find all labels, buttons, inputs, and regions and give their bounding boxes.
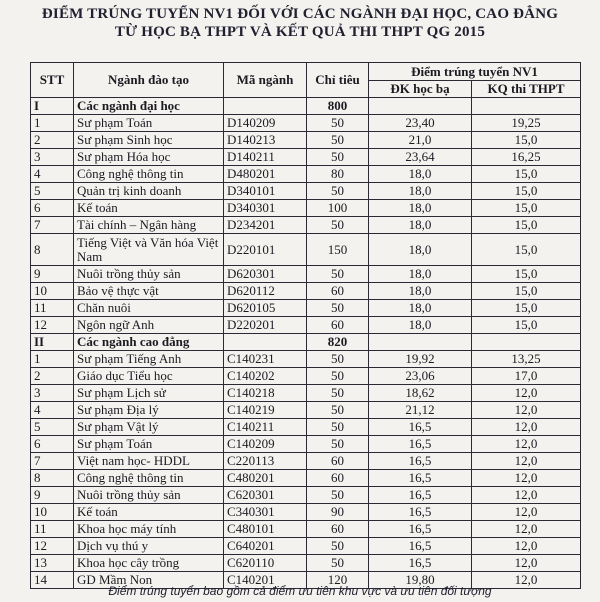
cell-chi-tieu: 80 bbox=[307, 166, 369, 183]
cell-ma-nganh: C140219 bbox=[224, 402, 307, 419]
cell-thpt: 12,0 bbox=[472, 538, 581, 555]
table-row bbox=[31, 419, 581, 436]
cell-nganh: Ngôn ngữ Anh bbox=[74, 317, 224, 334]
cell-ma-nganh: D620105 bbox=[224, 300, 307, 317]
table-row bbox=[31, 234, 581, 266]
cell-ma-nganh: D620301 bbox=[224, 266, 307, 283]
cell-stt: 8 bbox=[31, 470, 74, 487]
cell-chi-tieu: 120 bbox=[307, 572, 369, 589]
cell-ma-nganh: D340301 bbox=[224, 200, 307, 217]
cell-chi-tieu: 50 bbox=[307, 149, 369, 166]
table-row bbox=[31, 183, 581, 200]
cell-chi-tieu: 50 bbox=[307, 487, 369, 504]
section-row-cao-dang bbox=[31, 334, 581, 351]
cell-ma-nganh: C620301 bbox=[224, 487, 307, 504]
section-thpt bbox=[472, 98, 581, 115]
table-row bbox=[31, 217, 581, 234]
cell-stt: 13 bbox=[31, 555, 74, 572]
header-diem-trung-tuyen: Điểm trúng tuyển NV1 bbox=[369, 63, 581, 81]
cell-nganh: Công nghệ thông tin bbox=[74, 470, 224, 487]
cell-hoc-ba: 18,0 bbox=[369, 266, 472, 283]
cell-hoc-ba: 16,5 bbox=[369, 538, 472, 555]
cell-hoc-ba: 18,0 bbox=[369, 200, 472, 217]
cell-chi-tieu: 150 bbox=[307, 234, 369, 266]
cell-hoc-ba: 16,5 bbox=[369, 521, 472, 538]
cell-nganh: Nuôi trồng thủy sản bbox=[74, 487, 224, 504]
cell-nganh: Tài chính – Ngân hàng bbox=[74, 217, 224, 234]
cell-stt: 7 bbox=[31, 453, 74, 470]
cell-chi-tieu: 60 bbox=[307, 470, 369, 487]
cell-stt: 6 bbox=[31, 436, 74, 453]
cell-thpt: 15,0 bbox=[472, 217, 581, 234]
cell-ma-nganh: C140202 bbox=[224, 368, 307, 385]
table-row bbox=[31, 521, 581, 538]
cell-stt: 7 bbox=[31, 217, 74, 234]
table-row bbox=[31, 166, 581, 183]
cell-ma-nganh: D620112 bbox=[224, 283, 307, 300]
cell-chi-tieu: 50 bbox=[307, 115, 369, 132]
cell-nganh: Việt nam học- HDDL bbox=[74, 453, 224, 470]
table-row bbox=[31, 351, 581, 368]
cell-chi-tieu: 50 bbox=[307, 368, 369, 385]
cell-stt: 12 bbox=[31, 317, 74, 334]
cell-nganh: Giáo dục Tiểu học bbox=[74, 368, 224, 385]
cell-thpt: 15,0 bbox=[472, 183, 581, 200]
cell-nganh: Công nghệ thông tin bbox=[74, 166, 224, 183]
table-row bbox=[31, 555, 581, 572]
table-body bbox=[31, 98, 581, 589]
cell-nganh: Khoa học máy tính bbox=[74, 521, 224, 538]
cell-nganh: Sư phạm Tiếng Anh bbox=[74, 351, 224, 368]
cell-ma-nganh: D220101 bbox=[224, 234, 307, 266]
table-row bbox=[31, 200, 581, 217]
cell-ma-nganh: C480101 bbox=[224, 521, 307, 538]
cell-nganh: Nuôi trồng thủy sản bbox=[74, 266, 224, 283]
cell-stt: 8 bbox=[31, 234, 74, 266]
cell-chi-tieu: 50 bbox=[307, 351, 369, 368]
cell-hoc-ba: 16,5 bbox=[369, 453, 472, 470]
header-stt: STT bbox=[31, 63, 74, 98]
table-row bbox=[31, 470, 581, 487]
cell-chi-tieu: 50 bbox=[307, 300, 369, 317]
cell-ma-nganh: D340101 bbox=[224, 183, 307, 200]
title-line-1: ĐIỂM TRÚNG TUYỂN NV1 ĐỐI VỚI CÁC NGÀNH ĐẠI HỌC, CAO ĐẲNG bbox=[41, 6, 559, 22]
cell-stt: 2 bbox=[31, 132, 74, 149]
cell-stt: 6 bbox=[31, 200, 74, 217]
cell-thpt: 12,0 bbox=[472, 487, 581, 504]
cell-ma-nganh: C140211 bbox=[224, 419, 307, 436]
cell-thpt: 16,25 bbox=[472, 149, 581, 166]
cell-chi-tieu: 100 bbox=[307, 200, 369, 217]
cell-hoc-ba: 23,06 bbox=[369, 368, 472, 385]
cell-stt: 5 bbox=[31, 419, 74, 436]
section-hocba bbox=[369, 334, 472, 351]
section-stt: II bbox=[31, 334, 74, 351]
cell-chi-tieu: 50 bbox=[307, 183, 369, 200]
cell-thpt: 12,0 bbox=[472, 555, 581, 572]
cell-nganh: Kế toán bbox=[74, 200, 224, 217]
cell-stt: 3 bbox=[31, 385, 74, 402]
cell-nganh: Quản trị kinh doanh bbox=[74, 183, 224, 200]
cell-thpt: 12,0 bbox=[472, 402, 581, 419]
table-row bbox=[31, 385, 581, 402]
cell-nganh: Sư phạm Lịch sử bbox=[74, 385, 224, 402]
table-row bbox=[31, 149, 581, 166]
cell-stt: 11 bbox=[31, 300, 74, 317]
cell-chi-tieu: 50 bbox=[307, 419, 369, 436]
cell-hoc-ba: 18,0 bbox=[369, 234, 472, 266]
cell-thpt: 15,0 bbox=[472, 283, 581, 300]
cell-nganh: Sư phạm Vật lý bbox=[74, 419, 224, 436]
cell-thpt: 15,0 bbox=[472, 266, 581, 283]
cell-ma-nganh: D140211 bbox=[224, 149, 307, 166]
section-chitieu: 820 bbox=[307, 334, 369, 351]
cell-hoc-ba: 21,0 bbox=[369, 132, 472, 149]
cell-thpt: 12,0 bbox=[472, 572, 581, 589]
cell-thpt: 12,0 bbox=[472, 470, 581, 487]
header-ma-nganh: Mã ngành bbox=[224, 63, 307, 98]
cell-thpt: 12,0 bbox=[472, 436, 581, 453]
header-chi-tieu: Chỉ tiêu bbox=[307, 63, 369, 98]
cell-nganh: GD Mầm Non bbox=[74, 572, 224, 589]
cell-hoc-ba: 18,0 bbox=[369, 166, 472, 183]
cell-hoc-ba: 16,5 bbox=[369, 555, 472, 572]
cell-ma-nganh: D480201 bbox=[224, 166, 307, 183]
title-line-2: TỪ HỌC BẠ THPT VÀ KẾT QUẢ THI THPT QG 2015 bbox=[114, 24, 486, 40]
cell-chi-tieu: 60 bbox=[307, 521, 369, 538]
cell-stt: 1 bbox=[31, 351, 74, 368]
cell-stt: 3 bbox=[31, 149, 74, 166]
cell-ma-nganh: C140218 bbox=[224, 385, 307, 402]
cell-hoc-ba: 16,5 bbox=[369, 470, 472, 487]
table-row bbox=[31, 115, 581, 132]
cell-ma-nganh: D220201 bbox=[224, 317, 307, 334]
cell-stt: 4 bbox=[31, 402, 74, 419]
cell-thpt: 12,0 bbox=[472, 504, 581, 521]
section-hocba bbox=[369, 98, 472, 115]
cell-thpt: 15,0 bbox=[472, 317, 581, 334]
table-row bbox=[31, 300, 581, 317]
cell-nganh: Bảo vệ thực vật bbox=[74, 283, 224, 300]
cell-nganh: Khoa học cây trồng bbox=[74, 555, 224, 572]
cell-stt: 5 bbox=[31, 183, 74, 200]
cell-nganh: Sư phạm Toán bbox=[74, 115, 224, 132]
cell-stt: 10 bbox=[31, 504, 74, 521]
cell-chi-tieu: 50 bbox=[307, 436, 369, 453]
cell-hoc-ba: 16,5 bbox=[369, 487, 472, 504]
cell-nganh: Sư phạm Hóa học bbox=[74, 149, 224, 166]
cell-thpt: 13,25 bbox=[472, 351, 581, 368]
cell-stt: 11 bbox=[31, 521, 74, 538]
cell-ma-nganh: C640201 bbox=[224, 538, 307, 555]
cell-nganh: Sư phạm Địa lý bbox=[74, 402, 224, 419]
cell-chi-tieu: 90 bbox=[307, 504, 369, 521]
cell-ma-nganh: C140201 bbox=[224, 572, 307, 589]
cell-thpt: 12,0 bbox=[472, 419, 581, 436]
cell-thpt: 15,0 bbox=[472, 132, 581, 149]
table-row bbox=[31, 317, 581, 334]
cell-hoc-ba: 19,80 bbox=[369, 572, 472, 589]
table-row bbox=[31, 283, 581, 300]
cell-chi-tieu: 50 bbox=[307, 402, 369, 419]
cell-thpt: 19,25 bbox=[472, 115, 581, 132]
cell-stt: 2 bbox=[31, 368, 74, 385]
cell-hoc-ba: 19,92 bbox=[369, 351, 472, 368]
cell-nganh: Sư phạm Sinh học bbox=[74, 132, 224, 149]
cell-hoc-ba: 18,0 bbox=[369, 317, 472, 334]
cell-chi-tieu: 60 bbox=[307, 453, 369, 470]
section-name: Các ngành đại học bbox=[74, 98, 224, 115]
cell-nganh: Chăn nuôi bbox=[74, 300, 224, 317]
cell-ma-nganh: C340301 bbox=[224, 504, 307, 521]
section-chitieu: 800 bbox=[307, 98, 369, 115]
cell-nganh: Dịch vụ thú y bbox=[74, 538, 224, 555]
cell-thpt: 12,0 bbox=[472, 521, 581, 538]
cell-chi-tieu: 60 bbox=[307, 317, 369, 334]
cell-chi-tieu: 50 bbox=[307, 555, 369, 572]
cell-hoc-ba: 23,40 bbox=[369, 115, 472, 132]
table-row bbox=[31, 538, 581, 555]
cell-chi-tieu: 50 bbox=[307, 266, 369, 283]
cell-ma-nganh: C220113 bbox=[224, 453, 307, 470]
cell-hoc-ba: 18,0 bbox=[369, 283, 472, 300]
cell-thpt: 15,0 bbox=[472, 234, 581, 266]
cell-hoc-ba: 16,5 bbox=[369, 504, 472, 521]
cell-stt: 10 bbox=[31, 283, 74, 300]
cell-hoc-ba: 18,0 bbox=[369, 183, 472, 200]
table-row bbox=[31, 504, 581, 521]
table-row bbox=[31, 266, 581, 283]
cell-ma-nganh: C480201 bbox=[224, 470, 307, 487]
cell-stt: 12 bbox=[31, 538, 74, 555]
cell-hoc-ba: 23,64 bbox=[369, 149, 472, 166]
cell-thpt: 12,0 bbox=[472, 385, 581, 402]
table-row bbox=[31, 402, 581, 419]
section-ma bbox=[224, 334, 307, 351]
cell-chi-tieu: 50 bbox=[307, 132, 369, 149]
cell-hoc-ba: 16,5 bbox=[369, 419, 472, 436]
table-row bbox=[31, 453, 581, 470]
cell-ma-nganh: D140209 bbox=[224, 115, 307, 132]
cell-thpt: 12,0 bbox=[472, 453, 581, 470]
cell-thpt: 15,0 bbox=[472, 166, 581, 183]
header-nganh: Ngành đào tạo bbox=[74, 63, 224, 98]
cell-stt: 14 bbox=[31, 572, 74, 589]
admission-score-table bbox=[30, 62, 581, 589]
header-thpt: KQ thi THPT bbox=[472, 81, 581, 98]
cell-chi-tieu: 50 bbox=[307, 538, 369, 555]
section-name: Các ngành cao đẳng bbox=[74, 334, 224, 351]
header-hoc-ba: ĐK học bạ bbox=[369, 81, 472, 98]
cell-stt: 9 bbox=[31, 266, 74, 283]
cell-ma-nganh: C140209 bbox=[224, 436, 307, 453]
table-row bbox=[31, 132, 581, 149]
cell-hoc-ba: 16,5 bbox=[369, 436, 472, 453]
cell-ma-nganh: C140231 bbox=[224, 351, 307, 368]
section-thpt bbox=[472, 334, 581, 351]
cell-nganh: Sư phạm Toán bbox=[74, 436, 224, 453]
cell-stt: 9 bbox=[31, 487, 74, 504]
section-row-dai-hoc bbox=[31, 98, 581, 115]
table-row bbox=[31, 368, 581, 385]
cell-thpt: 15,0 bbox=[472, 300, 581, 317]
cell-chi-tieu: 60 bbox=[307, 283, 369, 300]
cell-ma-nganh: C620110 bbox=[224, 555, 307, 572]
cell-thpt: 17,0 bbox=[472, 368, 581, 385]
cell-nganh: Tiếng Việt và Văn hóa Việt Nam bbox=[74, 234, 224, 266]
cell-hoc-ba: 18,0 bbox=[369, 300, 472, 317]
cell-hoc-ba: 18,0 bbox=[369, 217, 472, 234]
footnote: Điểm trúng tuyển bao gồm cả điểm ưu tiên khu vực và ưu tiên đối tượng bbox=[108, 584, 492, 598]
cell-ma-nganh: D140213 bbox=[224, 132, 307, 149]
section-stt: I bbox=[31, 98, 74, 115]
cell-chi-tieu: 50 bbox=[307, 385, 369, 402]
cell-stt: 1 bbox=[31, 115, 74, 132]
table-row bbox=[31, 436, 581, 453]
cell-hoc-ba: 18,62 bbox=[369, 385, 472, 402]
cell-stt: 4 bbox=[31, 166, 74, 183]
cell-hoc-ba: 21,12 bbox=[369, 402, 472, 419]
section-ma bbox=[224, 98, 307, 115]
table-row bbox=[31, 487, 581, 504]
cell-thpt: 15,0 bbox=[472, 200, 581, 217]
cell-nganh: Kế toán bbox=[74, 504, 224, 521]
cell-ma-nganh: D234201 bbox=[224, 217, 307, 234]
cell-chi-tieu: 50 bbox=[307, 217, 369, 234]
